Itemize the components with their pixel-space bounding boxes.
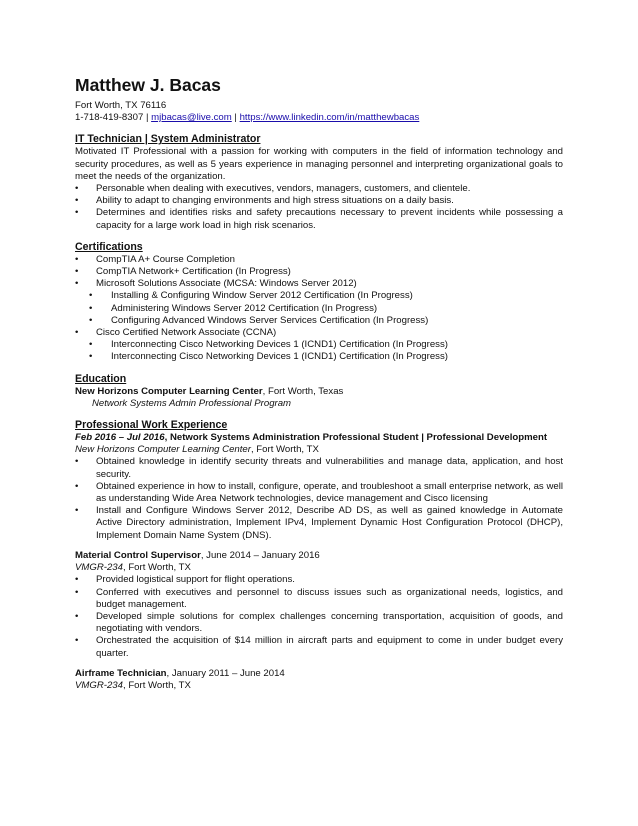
job-entry	[75, 432, 563, 542]
job-dates: , January 2011 – June 2014	[166, 667, 285, 679]
contact-line	[75, 112, 563, 124]
bullet-icon: •	[75, 195, 79, 207]
summary-heading: IT Technician | System Administrator	[75, 133, 261, 146]
job-bullets	[75, 574, 563, 659]
bullet-icon: •	[75, 610, 79, 622]
bullet-icon: •	[75, 207, 79, 219]
linkedin-link[interactable]: https://www.linkedin.com/in/matthewbacas	[239, 112, 420, 124]
certifications-heading: Certifications	[75, 240, 143, 253]
bullet-icon: •	[75, 586, 79, 598]
job-role: , Network Systems Administration Professional Student | Professional Development	[164, 432, 548, 444]
job-org-line	[75, 562, 563, 574]
list-item: • Administering Windows Server 2012 Certification (In Progress)	[89, 302, 378, 314]
list-item: • Configuring Advanced Windows Server Services Certification (In Progress)	[89, 314, 429, 326]
list-item: • Microsoft Solutions Associate (MCSA: Windows Server 2012)	[75, 278, 357, 290]
list-item: • Personable when dealing with executives, vendors, managers, customers, and clientele.	[75, 183, 471, 195]
summary-paragraph: Motivated IT Professional with a passion for working with computers in the field of information technology and security procedures, as well as 5 years experience in managing personnel and interpreting organizational goals to meet the needs of the organization.	[75, 146, 563, 182]
school-name: New Horizons Computer Learning Center	[75, 385, 263, 397]
location-line: Fort Worth, TX 76116	[75, 100, 167, 111]
bullet-icon: •	[75, 253, 79, 265]
bullet-icon: •	[75, 183, 79, 195]
bullet-icon: •	[89, 339, 93, 351]
job-dates: , June 2014 – January 2016	[200, 549, 320, 561]
school-location: , Fort Worth, Texas	[262, 385, 344, 397]
phone-number: 1-718-419-8307	[75, 112, 144, 124]
job-title: Airframe Technician	[75, 667, 167, 679]
certifications-list	[75, 327, 563, 339]
list-item: • Provided logistical support for flight operations.	[75, 574, 295, 586]
list-item: • Obtained experience in how to install, configure, operate, and troubleshoot a small enterprise network, as well as understanding Wide Area Network technologies, device management and Cisco licensing	[75, 480, 563, 505]
list-item: • Orchestrated the acquisition of $14 million in aircraft parts and equipment to come in under budget every quarter.	[75, 635, 563, 659]
bullet-icon: •	[75, 574, 79, 586]
list-item: • Installing & Configuring Window Server 2012 Certification (In Progress)	[89, 290, 413, 302]
job-org: VMGR-234	[75, 562, 123, 574]
education-program: Network Systems Admin Professional Program	[92, 397, 292, 409]
resume-page	[75, 74, 563, 692]
job-entry	[75, 668, 563, 692]
job-heading	[75, 432, 563, 444]
education-heading: Education	[75, 372, 127, 385]
bullet-icon: •	[89, 290, 93, 302]
job-dates: Feb 2016 – Jul 2016	[75, 432, 165, 444]
job-location: , Fort Worth, TX	[250, 444, 319, 456]
list-item: • CompTIA Network+ Certification (In Progress)	[75, 266, 291, 278]
bullet-icon: •	[75, 266, 79, 278]
bullet-icon: •	[75, 278, 79, 290]
job-heading	[75, 668, 563, 680]
job-title: Material Control Supervisor	[75, 549, 201, 561]
experience-heading: Professional Work Experience	[75, 419, 228, 432]
bullet-icon: •	[89, 314, 93, 326]
list-item: • Install and Configure Windows Server 2012, Describe AD DS, as well as gained knowledge in Automate Active Directory administration, Implement IPv4, Implement Dynamic Host Configuration Protocol (DHCP), Implement Domain Name System (DNS).	[75, 505, 563, 541]
job-heading	[75, 550, 563, 562]
job-bullets	[75, 456, 563, 541]
email-link[interactable]: mjbacas@live.com	[151, 112, 232, 124]
bullet-icon: •	[89, 351, 93, 363]
list-item: • Conferred with executives and personnel to discuss issues such as organizational needs, logistics, and budget management.	[75, 586, 563, 610]
contact-separator: |	[143, 112, 152, 124]
candidate-name: Matthew J. Bacas	[75, 75, 221, 95]
certifications-list	[75, 254, 563, 291]
list-item: • Ability to adapt to changing environments and high stress situations on a daily basis.	[75, 195, 454, 207]
bullet-icon: •	[75, 456, 79, 468]
list-item: • CompTIA A+ Course Completion	[75, 253, 235, 265]
ccna-sublist	[75, 339, 563, 363]
job-org: New Horizons Computer Learning Center	[75, 444, 251, 456]
mcsa-sublist	[75, 290, 563, 327]
bullet-icon: •	[75, 635, 79, 647]
list-item: • Obtained knowledge in identify security threats and vulnerabilities and manage data, application, and host security.	[75, 456, 563, 480]
job-org-line	[75, 444, 563, 456]
list-item: • Interconnecting Cisco Networking Devices 1 (ICND1) Certification (In Progress)	[89, 351, 448, 363]
contact-separator: |	[231, 112, 240, 124]
list-item: • Cisco Certified Network Associate (CCNA)	[75, 327, 277, 339]
list-item: • Developed simple solutions for complex challenges concerning transportation, acquisition of goods, and negotiating with vendors.	[75, 610, 563, 635]
bullet-icon: •	[89, 302, 93, 314]
job-org-line	[75, 680, 563, 692]
job-org: VMGR-234	[75, 679, 123, 691]
summary-list	[75, 183, 563, 232]
job-entry	[75, 550, 563, 660]
list-item: • Determines and identifies risks and safety precautions necessary to prevent incidents while possessing a capacity for a large work load in high risk scenarios.	[75, 207, 563, 231]
bullet-icon: •	[75, 505, 79, 517]
job-location: , Fort Worth, TX	[122, 679, 191, 691]
bullet-icon: •	[75, 480, 79, 492]
job-location: , Fort Worth, TX	[122, 562, 191, 574]
education-school-line	[75, 386, 563, 398]
list-item: • Interconnecting Cisco Networking Devices 1 (ICND1) Certification (In Progress)	[89, 339, 448, 351]
bullet-icon: •	[75, 327, 79, 339]
